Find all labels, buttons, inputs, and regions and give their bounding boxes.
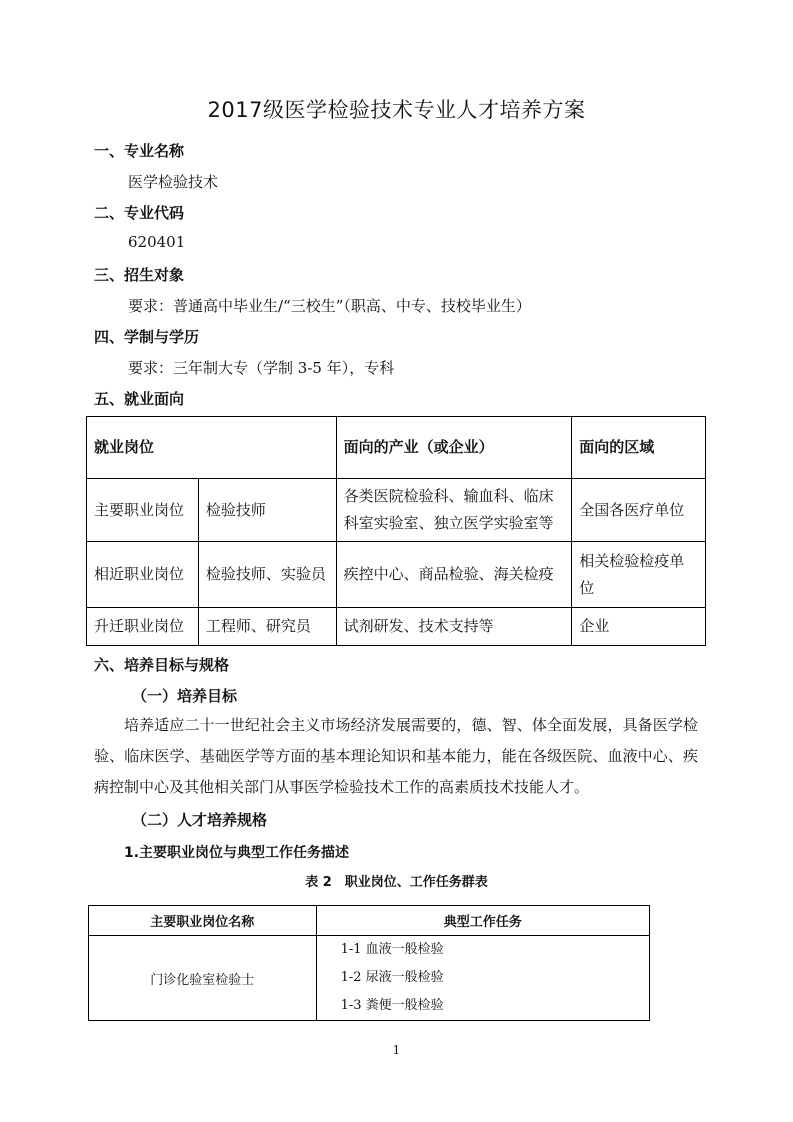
table-row xyxy=(87,542,706,608)
section-heading-major-code: 二、专业代码 xyxy=(94,204,185,222)
task-item: 1-3 粪便一般检验 xyxy=(340,998,444,1013)
section-heading-goals: 六、培养目标与规格 xyxy=(94,656,230,674)
major-code-text: 620401 xyxy=(128,233,186,251)
item-heading-posts-tasks: 1.主要职业岗位与典型工作任务描述 xyxy=(124,845,350,861)
row-post: 检验技师 xyxy=(198,479,336,542)
major-name-text: 医学检验技术 xyxy=(128,173,219,191)
row-region: 全国各医疗单位 xyxy=(572,479,706,542)
task-table xyxy=(88,905,650,1021)
employment-table-header xyxy=(87,417,706,479)
table-row xyxy=(87,479,706,542)
section-heading-schooling: 四、学制与学历 xyxy=(94,328,200,346)
employment-table xyxy=(86,416,706,646)
enrollment-text: 要求：普通高中毕业生/“三校生”（职高、中专、技校毕业生） xyxy=(128,297,531,315)
row-post-name: 门诊化验室检验士 xyxy=(89,936,317,1021)
row-type: 相近职业岗位 xyxy=(87,542,199,608)
table-row xyxy=(87,608,706,646)
row-post: 检验技师、实验员 xyxy=(198,542,336,608)
row-industry: 疾控中心、商品检验、海关检疫 xyxy=(336,542,572,608)
header-post-name: 主要职业岗位名称 xyxy=(89,906,317,936)
document-title: 2017级医学检验技术专业人才培养方案 xyxy=(207,98,586,122)
schooling-text: 要求：三年制大专（学制 3-5 年），专科 xyxy=(128,359,395,377)
header-typical-tasks: 典型工作任务 xyxy=(316,906,649,936)
row-task-list xyxy=(316,936,649,1021)
row-industry: 试剂研发、技术支持等 xyxy=(336,608,572,646)
row-type: 主要职业岗位 xyxy=(87,479,199,542)
row-type: 升迁职业岗位 xyxy=(87,608,199,646)
section-heading-enrollment: 三、招生对象 xyxy=(94,266,185,284)
section-heading-employment: 五、就业面向 xyxy=(94,390,185,408)
table-row xyxy=(89,936,650,1021)
task-item: 1-2 尿液一般检验 xyxy=(340,970,444,985)
header-post: 就业岗位 xyxy=(87,417,337,479)
header-region: 面向的区域 xyxy=(572,417,706,479)
row-region: 企业 xyxy=(572,608,706,646)
row-post: 工程师、研究员 xyxy=(198,608,336,646)
subsection-heading-training-goal: （一）培养目标 xyxy=(132,687,238,705)
task-table-header xyxy=(89,906,650,936)
training-goal-paragraph: 培养适应二十一世纪社会主义市场经济发展需要的，德、智、体全面发展，具备医学检验、临床医学、基础医学等方面的基本理论知识和基本能力，能在各级医院、血液中心、疾病控制中心及其他相关部门从事医学检验技术工作的高素质技术技能人才。 xyxy=(94,716,698,796)
table-caption: 表 2 职业岗位、工作任务群表 xyxy=(305,875,488,890)
row-region: 相关检验检疫单位 xyxy=(572,542,706,608)
header-industry: 面向的产业（或企业） xyxy=(336,417,572,479)
page-number: 1 xyxy=(392,1043,401,1057)
section-heading-major-name: 一、专业名称 xyxy=(94,142,185,160)
subsection-heading-specification: （二）人才培养规格 xyxy=(132,811,268,829)
task-item: 1-1 血液一般检验 xyxy=(340,942,444,957)
row-industry: 各类医院检验科、输血科、临床科室实验室、独立医学实验室等 xyxy=(336,479,572,542)
